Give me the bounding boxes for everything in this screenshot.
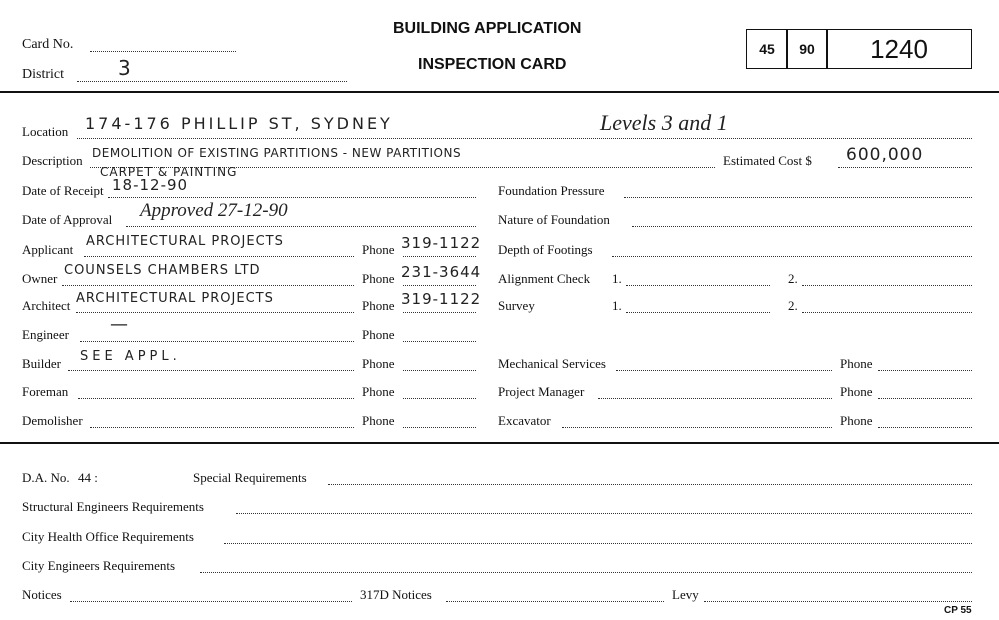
estimated-cost-line[interactable] bbox=[838, 167, 972, 168]
mechanical-phone-line[interactable] bbox=[878, 370, 972, 371]
builder-label: Builder bbox=[22, 356, 61, 371]
engineer-phone-line[interactable] bbox=[403, 341, 476, 342]
notices-line[interactable] bbox=[70, 601, 352, 602]
applicant-phone-line[interactable] bbox=[403, 256, 476, 257]
demolisher-label: Demolisher bbox=[22, 413, 83, 428]
estimated-cost-value: 600,000 bbox=[846, 145, 924, 165]
description-value: DEMOLITION OF EXISTING PARTITIONS - NEW PARTITIONS bbox=[92, 146, 462, 160]
location-value: 174-176 PHILLIP ST, SYDNEY bbox=[85, 114, 393, 133]
box-1240-text: 1240 bbox=[870, 33, 928, 64]
city-eng-label: City Engineers Requirements bbox=[22, 558, 176, 573]
foreman-label: Foreman bbox=[22, 384, 69, 399]
alignment-line-1[interactable] bbox=[626, 285, 770, 286]
owner-phone-line[interactable] bbox=[403, 285, 476, 286]
special-req-label: Special Requirements bbox=[193, 470, 307, 485]
owner-label: Owner bbox=[22, 271, 58, 286]
demolisher-line[interactable] bbox=[90, 427, 354, 428]
mechanical-line[interactable] bbox=[616, 370, 832, 371]
demolisher-phone-label: Phone bbox=[362, 413, 395, 428]
engineer-value: — bbox=[110, 314, 129, 335]
engineer-label: Engineer bbox=[22, 327, 69, 342]
owner-phone-value: 231-3644 bbox=[401, 263, 482, 281]
engineer-phone-label: Phone bbox=[362, 327, 395, 342]
form-code: CP 55 bbox=[944, 605, 972, 616]
structural-label: Structural Engineers Requirements bbox=[22, 499, 204, 514]
mechanical-label: Mechanical Services bbox=[498, 356, 606, 371]
district-line[interactable] bbox=[77, 81, 347, 82]
special-req-line[interactable] bbox=[328, 484, 972, 485]
survey-label: Survey bbox=[498, 298, 535, 313]
project-manager-phone-line[interactable] bbox=[878, 398, 972, 399]
applicant-value: ARCHITECTURAL PROJECTS bbox=[86, 234, 284, 249]
levy-label: Levy bbox=[672, 587, 699, 602]
architect-value: ARCHITECTURAL PROJECTS bbox=[76, 291, 274, 306]
project-manager-phone-label: Phone bbox=[840, 384, 873, 399]
mechanical-phone-label: Phone bbox=[840, 356, 873, 371]
architect-label: Architect bbox=[22, 298, 71, 313]
engineer-line[interactable] bbox=[80, 341, 354, 342]
location-line[interactable] bbox=[77, 138, 972, 139]
date-receipt-line[interactable] bbox=[108, 197, 476, 198]
excavator-line[interactable] bbox=[562, 427, 832, 428]
foreman-phone-line[interactable] bbox=[403, 398, 476, 399]
date-approval-label: Date of Approval bbox=[22, 212, 113, 227]
builder-phone-label: Phone bbox=[362, 356, 395, 371]
box-90-text: 90 bbox=[799, 41, 815, 57]
applicant-line[interactable] bbox=[84, 256, 354, 257]
depth-footings-line[interactable] bbox=[612, 256, 972, 257]
footer-divider bbox=[0, 442, 999, 444]
da-no-label: D.A. No. bbox=[22, 470, 70, 485]
title-line-1: BUILDING APPLICATION bbox=[393, 20, 582, 37]
excavator-phone-line[interactable] bbox=[878, 427, 972, 428]
project-manager-label: Project Manager bbox=[498, 384, 585, 399]
box-1240 bbox=[826, 29, 972, 69]
date-approval-value: Approved 27-12-90 bbox=[140, 200, 288, 221]
builder-phone-line[interactable] bbox=[403, 370, 476, 371]
owner-value: COUNSELS CHAMBERS LTD bbox=[64, 263, 261, 278]
owner-line[interactable] bbox=[62, 285, 354, 286]
architect-phone-value: 319-1122 bbox=[401, 290, 482, 308]
notices-label: Notices bbox=[22, 587, 62, 602]
applicant-phone-label: Phone bbox=[362, 242, 395, 257]
date-receipt-value: 18-12-90 bbox=[112, 176, 189, 194]
structural-line[interactable] bbox=[236, 513, 972, 514]
description-value-2: CARPET & PAINTING bbox=[100, 165, 238, 179]
box-45 bbox=[746, 29, 788, 69]
location-extra: Levels 3 and 1 bbox=[600, 110, 728, 135]
alignment-line-2[interactable] bbox=[802, 285, 972, 286]
architect-line[interactable] bbox=[76, 312, 354, 313]
district-value: 3 bbox=[118, 56, 132, 80]
depth-footings-label: Depth of Footings bbox=[498, 242, 593, 257]
card-no-label: Card No. bbox=[22, 37, 74, 52]
excavator-label: Excavator bbox=[498, 413, 551, 428]
levy-line[interactable] bbox=[704, 601, 972, 602]
foundation-pressure-label: Foundation Pressure bbox=[498, 183, 605, 198]
nature-foundation-line[interactable] bbox=[632, 226, 972, 227]
description-label: Description bbox=[22, 153, 83, 168]
health-label: City Health Office Requirements bbox=[22, 529, 194, 544]
health-line[interactable] bbox=[224, 543, 972, 544]
foreman-phone-label: Phone bbox=[362, 384, 395, 399]
architect-phone-line[interactable] bbox=[403, 312, 476, 313]
alignment-num-1: 1. bbox=[612, 271, 622, 286]
applicant-label: Applicant bbox=[22, 242, 74, 257]
nature-foundation-label: Nature of Foundation bbox=[498, 212, 610, 227]
notices-317d-label: 317D Notices bbox=[360, 587, 432, 602]
owner-phone-label: Phone bbox=[362, 271, 395, 286]
excavator-phone-label: Phone bbox=[840, 413, 873, 428]
builder-value: SEE APPL. bbox=[80, 349, 181, 364]
notices-317d-line[interactable] bbox=[446, 601, 664, 602]
header-divider bbox=[0, 91, 999, 93]
applicant-phone-value: 319-1122 bbox=[401, 234, 482, 252]
date-approval-line[interactable] bbox=[126, 226, 476, 227]
foundation-pressure-line[interactable] bbox=[624, 197, 972, 198]
da-no-value: 44 : bbox=[78, 470, 98, 485]
district-label: District bbox=[22, 67, 64, 82]
architect-phone-label: Phone bbox=[362, 298, 395, 313]
location-label: Location bbox=[22, 124, 69, 139]
foreman-line[interactable] bbox=[78, 398, 354, 399]
demolisher-phone-line[interactable] bbox=[403, 427, 476, 428]
alignment-check-label: Alignment Check bbox=[498, 271, 591, 286]
estimated-cost-label: Estimated Cost $ bbox=[723, 153, 812, 168]
builder-line[interactable] bbox=[68, 370, 354, 371]
city-eng-line[interactable] bbox=[200, 572, 972, 573]
card-no-line[interactable] bbox=[90, 51, 236, 52]
title-line-2: INSPECTION CARD bbox=[418, 56, 567, 73]
survey-num-1: 1. bbox=[612, 298, 622, 313]
survey-line-2[interactable] bbox=[802, 312, 972, 313]
date-receipt-label: Date of Receipt bbox=[22, 183, 104, 198]
alignment-num-2: 2. bbox=[788, 271, 798, 286]
box-45-text: 45 bbox=[759, 41, 775, 57]
survey-num-2: 2. bbox=[788, 298, 798, 313]
box-90 bbox=[786, 29, 828, 69]
project-manager-line[interactable] bbox=[598, 398, 832, 399]
survey-line-1[interactable] bbox=[626, 312, 770, 313]
